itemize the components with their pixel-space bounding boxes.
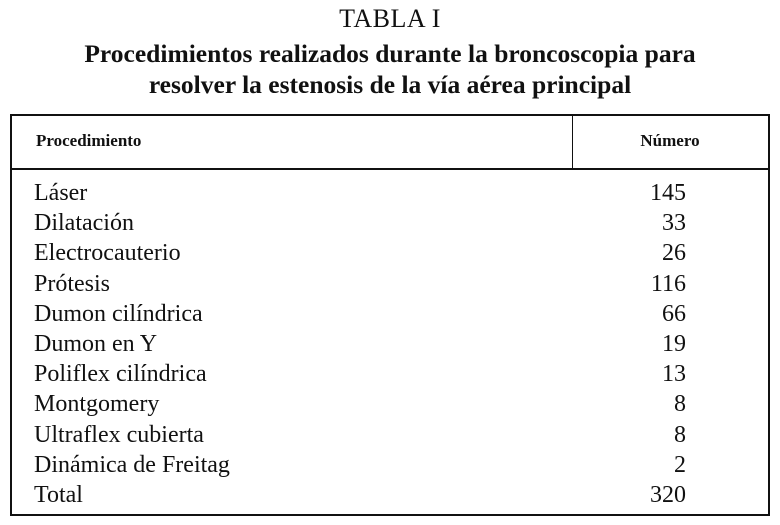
column-header-procedure: Procedimiento — [36, 131, 142, 150]
table-title-line-1: Procedimientos realizados durante la broncoscopia para — [84, 39, 696, 68]
table-row — [12, 450, 768, 480]
column-header-number: Número — [640, 131, 700, 150]
table-title — [0, 38, 780, 100]
procedure-name-cell: Montgomery — [34, 391, 160, 418]
procedure-count-cell: 8 — [674, 391, 686, 418]
table-body — [12, 178, 768, 510]
procedure-name-cell: Ultraflex cubierta — [34, 421, 204, 448]
procedure-count-cell: 19 — [662, 330, 686, 357]
table-header-row — [12, 116, 768, 170]
table-label: TABLA I — [339, 4, 441, 33]
table-row — [12, 299, 768, 329]
table-row — [12, 269, 768, 299]
procedures-table — [10, 114, 770, 516]
procedure-count-cell: 33 — [662, 210, 686, 237]
table-row — [12, 329, 768, 359]
table-row — [12, 420, 768, 450]
table-row — [12, 238, 768, 268]
procedure-name-cell: Poliflex cilíndrica — [34, 361, 207, 388]
procedure-name-cell: Dumon cilíndrica — [34, 300, 203, 327]
procedure-name-cell: Prótesis — [34, 270, 111, 297]
table-title-line-2: resolver la estenosis de la vía aérea principal — [148, 70, 632, 99]
procedure-count-cell: 26 — [662, 240, 686, 267]
procedure-count-cell: 8 — [674, 421, 686, 448]
table-row-total — [12, 480, 768, 510]
procedure-name-cell: Dumon en Y — [34, 330, 158, 357]
total-label-cell: Total — [34, 481, 83, 508]
procedure-count-cell: 13 — [662, 361, 686, 388]
procedure-name-cell: Láser — [34, 180, 88, 206]
table-row — [12, 178, 768, 208]
procedure-name-cell: Dilatación — [34, 210, 134, 237]
procedure-count-cell: 145 — [650, 180, 686, 206]
procedure-count-cell: 66 — [662, 300, 686, 327]
table-row — [12, 389, 768, 419]
total-value-cell: 320 — [650, 481, 686, 508]
table-row — [12, 208, 768, 238]
procedure-name-cell: Electrocauterio — [34, 240, 181, 267]
procedure-name-cell: Dinámica de Freitag — [34, 451, 230, 478]
table-row — [12, 359, 768, 389]
procedure-count-cell: 116 — [650, 270, 686, 297]
procedure-count-cell: 2 — [674, 451, 686, 478]
